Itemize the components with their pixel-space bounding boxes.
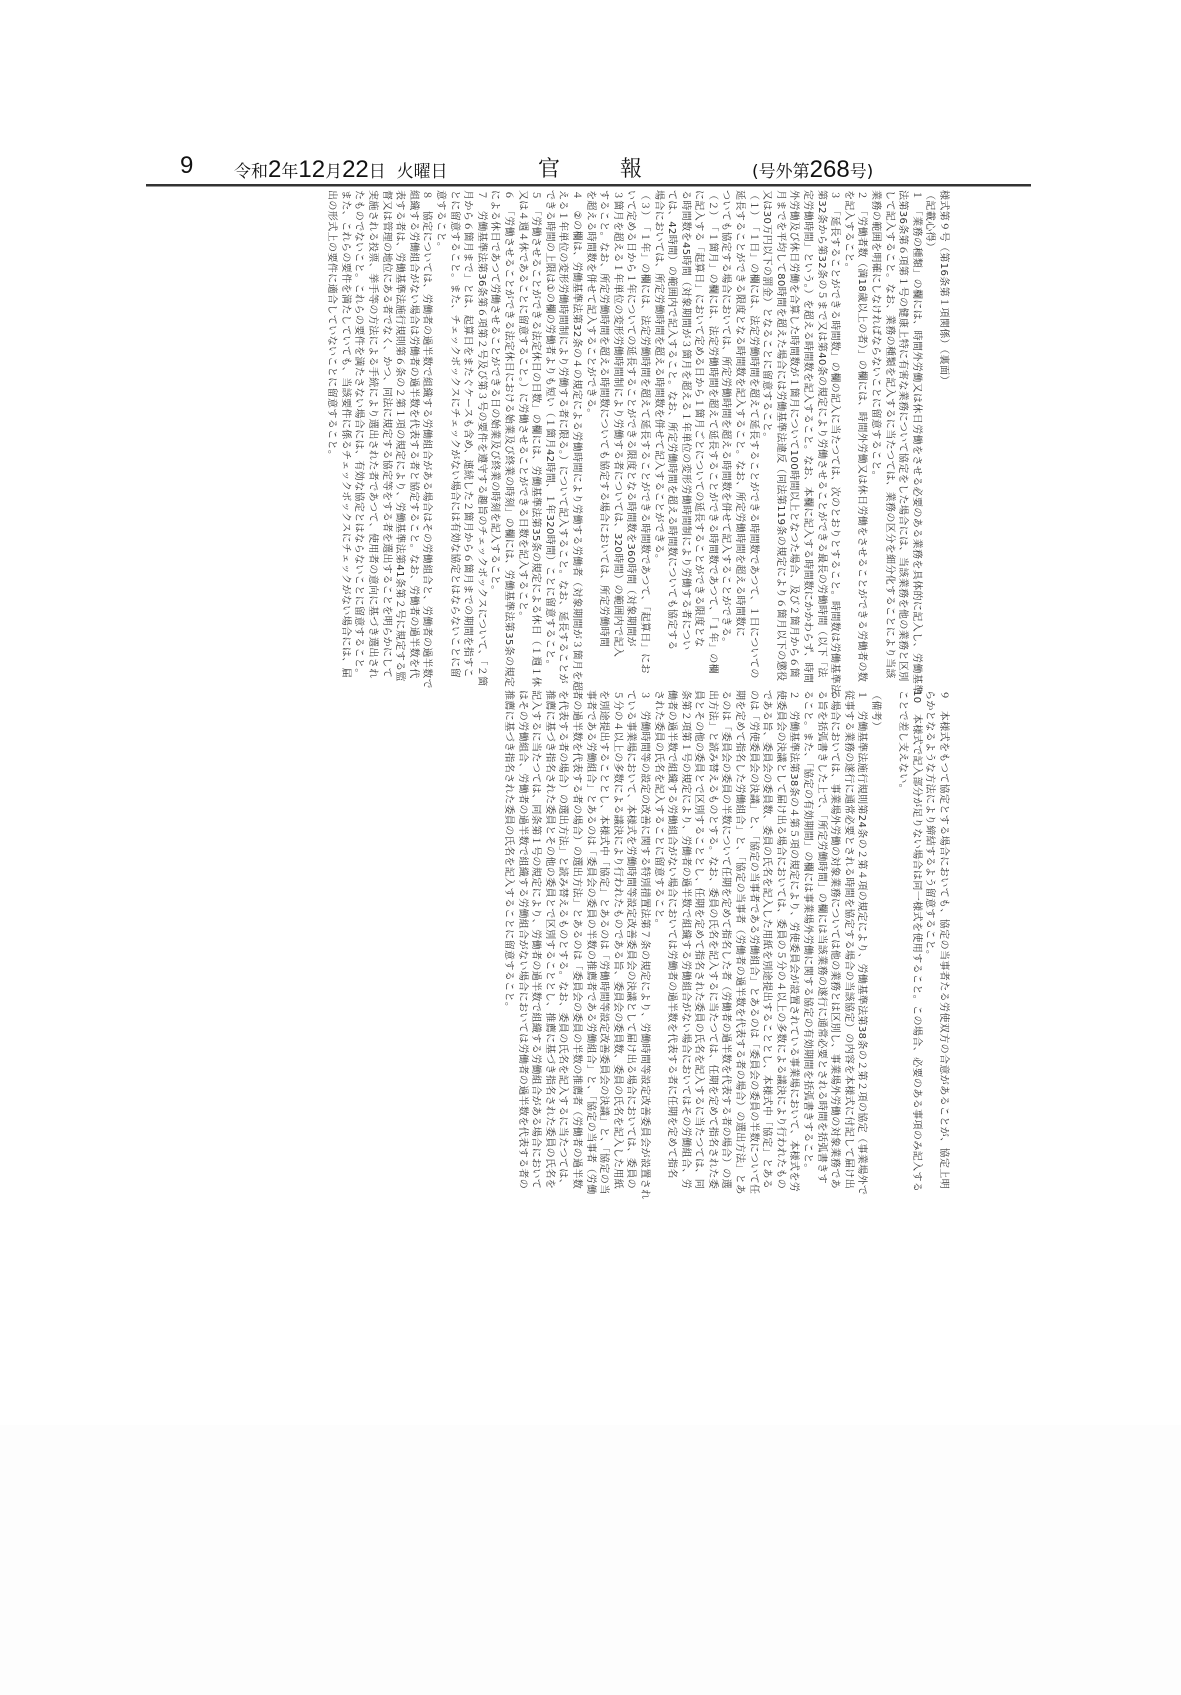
text-line: ３ 労働時間等の設定の改善に関する特別措置法第７条の規定により、労働時間等設定改善委員会が設置され: [638, 690, 650, 1200]
text-line: 推薦に基づき指名された委員の氏名を記入することに留意すること。: [503, 690, 514, 1013]
text-line: ている事業場において、本様式を労働時間等設定改善委員会の決議として届け出る場合においては、委員の: [625, 690, 637, 1189]
form-notes-block: [325, 190, 950, 695]
text-line: １ 「業務の種類」の欄には、時間外労働又は休日労働をさせる必要のある業務を具体的に記入し、労働基準: [910, 190, 922, 695]
text-line: された委員の氏名を記入することに留意すること。: [652, 690, 664, 930]
text-line: る時間数を45時間（対象期間が３箇月を超える１年単位の変形労働時間制により労働する者につい: [679, 190, 691, 651]
text-line: 従事する業務の遂行に通常必要とされる時間を協定する場合の当該協定）の内容を本様式に付記して届け出: [842, 690, 854, 1190]
text-line: らかとなるような方法により締結するよう留意すること。: [924, 690, 936, 961]
text-line: 又は４週４休であることに留意すること。）に労働させることができる日数を記入すること。: [516, 190, 528, 622]
text-line: いて定める日から１年についての延長することができる限度となる時間数を360時間（対象期間が: [625, 190, 637, 647]
text-line: ること。また、「協定の有効期間」の欄には事業場外労働に関する協定の有効期間を括弧書きすること。: [802, 690, 814, 1174]
text-line: 実施される投票、挙手等の方法による手続により選出された者であつて、使用者の意向に基づき選出され: [367, 190, 379, 679]
text-line: に記入する「起算日」において定める日から１箇月ごとについての延長することができる限度とな: [693, 190, 705, 648]
text-line: 又は30万円以下の罰金）となることに留意すること。: [761, 190, 773, 443]
page-bottom-margin: [0, 1425, 1181, 1695]
text-line: ６ 「労働させることができる法定休日における始業及び終業の時刻」の欄には、労働基準法第35条の規定: [503, 190, 514, 688]
text-line: できる時間の上限は①の欄の労働者よりも短い（１箇月42時間、１年320時間）ことに留意すること。: [543, 190, 555, 670]
era-name: 令和: [234, 162, 268, 182]
header-rule: [146, 184, 1031, 187]
text-line: ８ 協定については、労働者の過半数で組織する労働組合がある場合はその労働組合と、労働者の過半数で: [421, 190, 433, 689]
text-line: を記入すること。: [842, 190, 854, 274]
text-line: ３箇月を超える１年単位の変形労働時間制により労働する者については、320時間）の範囲内で記入: [611, 190, 623, 658]
text-line: ７ 労働基準法第36条第６項第２号及び第３号の要件を遵守する趣旨のチェックボックスについて、「２箇: [475, 190, 487, 687]
text-line: （３） 「１年」の欄には、法定労働時間を超えて延長することができる時間数であつて、「起算日」にお: [638, 190, 650, 674]
issue-number: [752, 156, 873, 184]
page-number: 9: [180, 152, 194, 179]
text-line: 定労働時間」という。）を超える時間数を記入すること。なお、本欄に記入する時間数にかかわらず、時間: [802, 190, 814, 684]
text-line: （２） 「１箇月」の欄には、法定労働時間を超えて延長することができる時間数であつて、「１年」の欄: [706, 190, 718, 674]
text-line: るのは「委員会の委員の半数について任期を定めて指名した者（労働者の過半数を代表する者の場合）の選: [720, 690, 732, 1189]
text-line: のは「労使委員会の決議」と、「協定の当事者である労働組合」とあるのは「委員会の委員の半数について任: [747, 690, 759, 1195]
text-line: 者の過半数を代表する者の場合）の選出方法」とあるのは「委員会の委員の半数の推薦者（労働者の過半数: [570, 690, 582, 1190]
issue-date: [234, 156, 448, 184]
text-line: （備考）: [870, 690, 882, 732]
text-line: はその労働組合、労働者の過半数で組織する労働組合がない場合においては労働者の過半数を代表する者の: [516, 690, 528, 1190]
text-line: 延長することができる限度となる時間数を記入すること。なお、所定労働時間を超える時間数に: [734, 190, 746, 638]
text-line: とに留意すること。また、チェックボックスにチェックがない場合には有効な協定とはならないことに留: [448, 190, 460, 679]
text-line: ついても協定する場合においては、所定労働時間を超える時間数を併せて記入することができる。: [720, 190, 732, 648]
text-line: 条第２項第１号の規定により、労働者の過半数で組織する労働組合がない場合においてはその労働組合、労: [679, 690, 691, 1190]
text-line: 事者である労働組合」とあるのは「委員会の委員の半数の推薦者である労働組合」と、「協定の当事者（労働: [584, 690, 596, 1195]
issue-number-value: 268: [809, 156, 850, 183]
text-line: 出方法」と読み替えるものとする。なお、委員の氏名を記入するに当たつては、任期を定めて指名された委: [706, 690, 718, 1190]
text-line: 意すること。: [435, 190, 447, 253]
text-line: 月までを平均して80時間を超えた場合には労働基準法違反（同法第119条の規定により６箇月以下の懲役: [774, 190, 786, 682]
text-line: る旨を括弧書きした上で、「所定労働時間」の欄には当該業務の遂行に通常必要とされる時間を括弧書きす: [815, 690, 827, 1184]
text-line: 出の形式上の要件に適合していないことに留意すること。: [326, 190, 338, 461]
text-line: 記入するに当たつては、同条第１号の規定により、労働者の過半数で組織する労働組合がある場合において: [530, 690, 542, 1190]
text-line: すること。なお、所定労働時間を超える時間数についても協定する場合においては、所定労働時間: [598, 190, 610, 648]
text-line: 推薦に基づき指名された委員とその他の委員とで区別することとし、推薦に基づき指名された委員の氏名を: [543, 690, 555, 1190]
text-line: を超える時間数を併せて記入することができる。: [584, 190, 596, 419]
text-line: 期を定めて指名した労働組合」と、「協定の当事者（労働者の過半数を代表する者の場合）の選出方法」とあ: [734, 690, 746, 1195]
text-line: 組織する労働組合がない場合は労働者の過半数を代表する者と協定すること。なお、労働者の過半数を代: [407, 190, 419, 679]
text-line: （１） 「１日」の欄には、法定労働時間を超えて延長することができる時間数であつて、１日についての: [747, 190, 759, 679]
text-line: 10 本様式で記入部分が足りない場合は同一様式を使用すること。この場合、必要のある事項のみ記入する: [910, 690, 922, 1193]
text-line: ５ 「労働させることができる法定休日の日数」の欄には、労働基準法第35条の規定による休日（１週１休: [530, 190, 542, 688]
text-line: 使委員会の決議として届け出る場合においては、委員の５分の４以上の多数による議決により行われたもの: [774, 690, 786, 1190]
year-suffix: 年: [281, 162, 299, 182]
text-line: を代表する者の場合）の選出方法」と読み替えるものとする。なお、委員の氏名を記入するに当たつては、: [557, 690, 569, 1190]
day-suffix: 日: [368, 162, 386, 182]
text-line: 働者の過半数で組織する労働組合がない場合においては労働者の過半数を代表する者に任期を定めて指名: [666, 690, 678, 1179]
day-number: 22: [342, 156, 369, 183]
text-line: 場合においては、所定労働時間を超える時間数を併せて記入することができる。: [652, 190, 664, 565]
text-line: 第32条から第32条の５まで又は第40条の規定により労働させることができる最長の労働時間（以下「法: [815, 190, 827, 678]
text-line: 業務の範囲を明確にしなければならないことに留意すること。: [870, 190, 882, 482]
text-line: ４ ②の欄は、労働基準法第32条の４の規定による労働時間により労働する労働者（対象期間が３箇月を超: [570, 190, 582, 692]
text-line: また、これらの要件を満たしていても、当該要件に係るチェックボックスにチェックがない場合には、届: [339, 190, 351, 679]
text-line: して記入すること。なお、業務の種類を記入するに当たつては、業務の区分を細分化することにより当該: [883, 190, 895, 679]
text-line: （記載心得）: [924, 190, 936, 253]
text-line: 月から６箇月まで」とは、起算日をまたぐケースも含め、連続した２箇月から６箇月までの期間を指すこ: [462, 190, 474, 678]
remarks-block: [501, 690, 950, 1350]
text-line: ９ 本様式をもつて協定とする場合においても、協定の当事者たる労使双方の合意があることが、協定上明: [938, 690, 949, 1190]
text-line: ３ 「延長することができる時間数」の欄の記入に当たつては、次のとおりとすること。時間数は労働基準法: [829, 190, 841, 695]
text-line: 法第36条第６項第１号の健康上特に有害な業務について協定をした場合には、当該業務を他の業務と区別: [897, 190, 909, 682]
text-line: ことで差し支えない。: [897, 690, 909, 794]
text-line: 員とその他の委員とで区別することとし、任期を定めて指名された委員の氏名を記入するに当たつては、同: [693, 690, 705, 1190]
blank-line: [882, 690, 896, 1350]
text-line: たものでないこと。これらの要件を満たさない場合には、有効な協定とはならないことに留意すること。: [353, 190, 365, 679]
weekday: 火曜日: [396, 162, 448, 182]
text-line: ２ 「労働者数（満18歳以上の者）」の欄には、時間外労働又は休日労働をさせることができる労働者の数: [856, 190, 868, 683]
text-line: 表する者は、労働基準法施行規則第６条の２第１項の規定により、労働基準法第41条第２号に規定する監: [394, 190, 406, 682]
issue-suffix: 号): [849, 162, 874, 182]
gazette-header: [150, 150, 1030, 184]
text-line: 督又は管理の地位にある者でなく、かつ、同法に規定する協定等をする者を選出することを明らかにして: [380, 190, 392, 679]
issue-prefix: (号外第: [752, 162, 810, 182]
text-line: ２ 労働基準法第38条の４第５項の規定により、労使委員会が設置されている事業場において、本様式を労: [788, 690, 800, 1193]
text-line: １ 労働基準法施行規則第24条の２第４項の規定により、労働基準法第38条の２第２項の協定（事業場外で: [856, 690, 868, 1196]
year-number: 2: [268, 156, 282, 183]
text-line: ては、42時間）の範囲内で記入すること。なお、所定労働時間を超える時間数についても協定する: [666, 190, 678, 651]
text-line: ５分の４以上の多数による議決により行われたものである旨、委員会の委員数、委員の氏名を記入した用紙: [611, 690, 623, 1190]
text-line: 外労働及び休日労働を合算した時間数が１箇月について100時間以上となつた場合、及び２箇月から６箇: [788, 190, 800, 679]
text-line: える１年単位の変形労働時間制により労働する者に限る。）について記入すること。なお、延長することが: [557, 190, 569, 684]
text-line: 様式第９号（第16条第１項関係）（裏面）: [938, 190, 949, 386]
text-line: る場合においては、事業場外労働の対象業務については他の業務とは区別し、事業場外労働の対象業務であ: [829, 690, 841, 1189]
text-line: による休日であつて労働させることができる日の始業及び終業の時刻を記入すること。: [489, 190, 501, 596]
text-line: である旨、委員会の委員数、委員の氏名を記入した用紙を別途提出することとし、本様式中「協定」とある: [761, 690, 773, 1190]
month-number: 12: [298, 156, 326, 183]
text-line: を別途提出することとし、本様式中「協定」とあるのは「労働時間等設定改善委員会の決議」と、「協定の当: [598, 690, 610, 1195]
month-suffix: 月: [325, 162, 343, 182]
gazette-title-po: 報: [620, 157, 643, 182]
gazette-title-kan: 官: [538, 157, 561, 182]
